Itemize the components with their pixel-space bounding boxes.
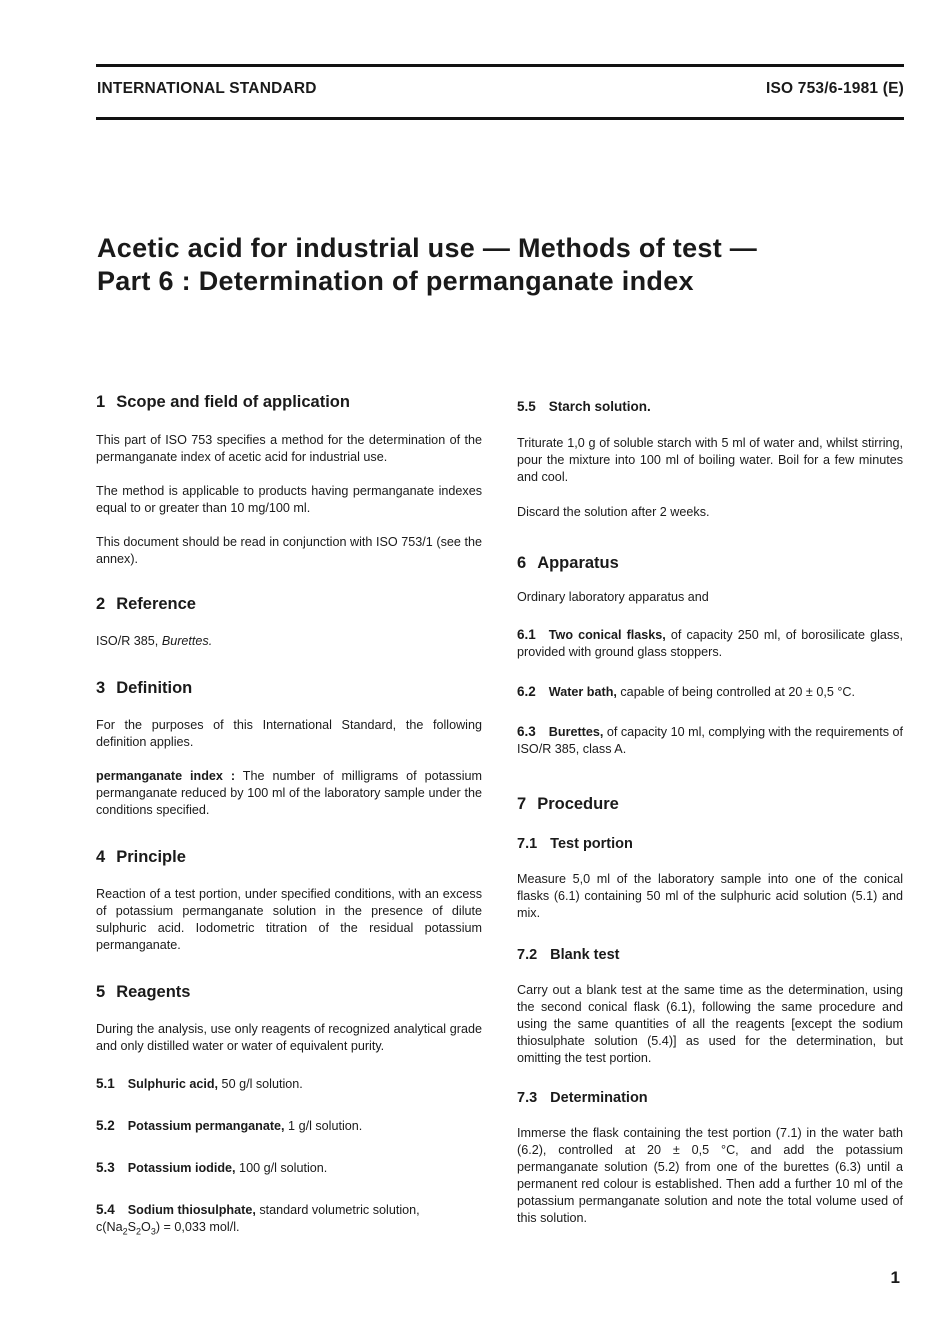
section-principle <box>96 847 482 954</box>
document-title <box>97 232 757 298</box>
subsection-title: Blank test <box>550 947 620 963</box>
section-title: Reference <box>116 595 196 613</box>
section-title: Apparatus <box>537 554 619 572</box>
section-heading-apparatus <box>517 553 903 573</box>
header-rule-bottom <box>96 117 904 120</box>
section-number: 2 <box>96 595 106 613</box>
reagent-heading-starch <box>517 398 903 416</box>
header-rule-top <box>96 64 904 67</box>
item-text: of capacity 250 ml, of borosilicate glass, provided with ground glass stoppers. <box>517 628 903 659</box>
section-number: 3 <box>96 679 106 697</box>
determination-paragraph: Immerse the flask containing the test portion (7.1) in the water bath (6.2), controlled at 20 ± 0,5 °C, and add the potassium permanganate solution (5.2) from one of the burettes (6.3) until a permanent red colour is established. Then add a further 10 ml of the potassium permanganate solution and note the total volume used of this solution. <box>517 1126 903 1225</box>
principle-paragraph: Reaction of a test portion, under specified conditions, with an excess of potassium permanganate solution in the presence of dilute sulphuric acid. Iodometric titration of the residual potassium permanganate. <box>96 887 482 952</box>
item-number: 5.4 <box>96 1202 115 1217</box>
reagent-formula <box>96 1220 240 1237</box>
header-document-number: ISO 753/6-1981 (E) <box>765 80 904 97</box>
item-number: 6.1 <box>517 627 536 642</box>
section-number: 1 <box>96 393 106 411</box>
section-heading-definition <box>96 678 482 698</box>
header-standard-label: INTERNATIONAL STANDARD <box>97 80 317 97</box>
apparatus-item <box>517 683 903 701</box>
item-name: Two conical flasks, <box>548 628 666 642</box>
item-number: 6.3 <box>517 724 536 739</box>
formula-part: ) = 0,033 mol/l. <box>155 1220 240 1234</box>
apparatus-intro: Ordinary laboratory apparatus and <box>517 590 709 604</box>
starch-paragraph-2: Discard the solution after 2 weeks. <box>517 505 710 519</box>
definition-entry <box>96 768 482 819</box>
item-number: 5.1 <box>96 1076 115 1091</box>
item-name: Sulphuric acid, <box>127 1077 219 1091</box>
formula-subscript: 2 <box>122 1226 128 1237</box>
section-reagents <box>96 982 482 1241</box>
section-heading-reference <box>96 594 482 614</box>
formula-part: O <box>141 1220 151 1234</box>
subsection-heading-blank-test <box>517 946 903 964</box>
section-starch-solution <box>517 398 903 521</box>
section-title: Principle <box>116 848 186 866</box>
item-name: Potassium permanganate, <box>127 1119 285 1133</box>
item-name: Burettes, <box>548 725 604 739</box>
blank-test-paragraph: Carry out a blank test at the same time as the determination, using the second conical flask (6.1), following the same procedure and using the same quantities of all the reagents [except the sodium thiosulphate solution (5.4)] as used for the determination, but omitting the test portion. <box>517 983 903 1065</box>
document-title-line-1: Acetic acid for industrial use — Methods of test — <box>97 233 758 263</box>
reagent-item <box>96 1201 482 1241</box>
item-text: capable of being controlled at 20 ± 0,5 °C. <box>616 685 855 699</box>
section-scope <box>96 392 482 568</box>
starch-paragraph-1: Triturate 1,0 g of soluble starch with 5 ml of water and, whilst stirring, pour the mixture into 100 ml of boiling water. Boil for a few minutes and cool. <box>517 436 903 484</box>
subsection-title: Test portion <box>550 836 633 852</box>
reagent-item <box>96 1117 482 1135</box>
test-portion-paragraph: Measure 5,0 ml of the laboratory sample into one of the conical flasks (6.1) containing 50 ml of the sulphuric acid solution (5.1) and mix. <box>517 872 903 920</box>
reference-title: Burettes. <box>161 634 213 648</box>
formula-subscript: 2 <box>136 1226 142 1237</box>
item-name: Water bath, <box>548 685 617 699</box>
document-title-line-2: Part 6 : Determination of permanganate index <box>97 266 694 296</box>
item-text: 1 g/l solution. <box>284 1119 363 1133</box>
formula-subscript: 3 <box>150 1226 156 1237</box>
reagent-item <box>96 1075 482 1093</box>
section-title: Reagents <box>116 983 191 1001</box>
apparatus-item <box>517 723 903 758</box>
page-number: 1 <box>890 1268 900 1287</box>
subsection-title: Determination <box>550 1090 648 1106</box>
section-title: Procedure <box>537 795 619 813</box>
item-text: 50 g/l solution. <box>218 1077 303 1091</box>
subsection-number: 7.1 <box>517 836 538 852</box>
item-number: 5.5 <box>517 399 536 414</box>
section-definition <box>96 678 482 819</box>
section-number: 7 <box>517 795 527 813</box>
subsection-heading-determination <box>517 1089 903 1107</box>
scope-paragraph-1: This part of ISO 753 specifies a method for the determination of the permanganate index of acetic acid for industrial use. <box>96 433 482 464</box>
scope-paragraph-2: The method is applicable to products having permanganate indexes equal to or greater than 10 mg/100 ml. <box>96 484 482 515</box>
section-number: 4 <box>96 848 106 866</box>
right-column <box>517 392 903 1227</box>
item-number: 6.2 <box>517 684 536 699</box>
section-heading-reagents <box>96 982 482 1002</box>
section-number: 6 <box>517 554 527 572</box>
formula-part: c(Na <box>96 1220 123 1234</box>
item-name: Starch solution. <box>548 399 651 414</box>
section-reference <box>96 594 482 650</box>
section-heading-principle <box>96 847 482 867</box>
section-number: 5 <box>96 983 106 1001</box>
item-text: of capacity 10 ml, complying with the requirements of ISO/R 385, class A. <box>517 725 903 756</box>
reference-entry <box>96 633 482 650</box>
section-heading-procedure <box>517 794 903 814</box>
subsection-number: 7.2 <box>517 947 538 963</box>
section-procedure <box>517 794 903 1227</box>
item-number: 5.2 <box>96 1118 115 1133</box>
item-name: Potassium iodide, <box>127 1161 236 1175</box>
reagents-intro: During the analysis, use only reagents of recognized analytical grade and only distilled water or water of equivalent purity. <box>96 1022 482 1053</box>
scope-paragraph-3: This document should be read in conjunction with ISO 753/1 (see the annex). <box>96 535 482 566</box>
definition-term: permanganate index : <box>96 769 236 783</box>
section-heading-scope <box>96 392 482 412</box>
item-name: Sodium thiosulphate, <box>127 1203 256 1217</box>
subsection-heading-test-portion <box>517 835 903 853</box>
apparatus-item <box>517 626 903 661</box>
section-title: Definition <box>116 679 193 697</box>
subsection-number: 7.3 <box>517 1090 538 1106</box>
section-apparatus <box>517 553 903 758</box>
definition-text: The number of milligrams of potassium permanganate reduced by 100 ml of the laboratory sample under the conditions specified. <box>96 769 483 817</box>
item-text: 100 g/l solution. <box>235 1161 328 1175</box>
reference-code: ISO/R 385, <box>96 634 162 648</box>
item-text: standard volumetric solution, <box>255 1203 420 1217</box>
item-number: 5.3 <box>96 1160 115 1175</box>
reagent-item <box>96 1159 482 1177</box>
section-title: Scope and field of application <box>116 393 350 411</box>
formula-part: S <box>127 1220 137 1234</box>
definition-intro: For the purposes of this International Standard, the following definition applies. <box>96 718 482 749</box>
left-column <box>96 392 482 1241</box>
